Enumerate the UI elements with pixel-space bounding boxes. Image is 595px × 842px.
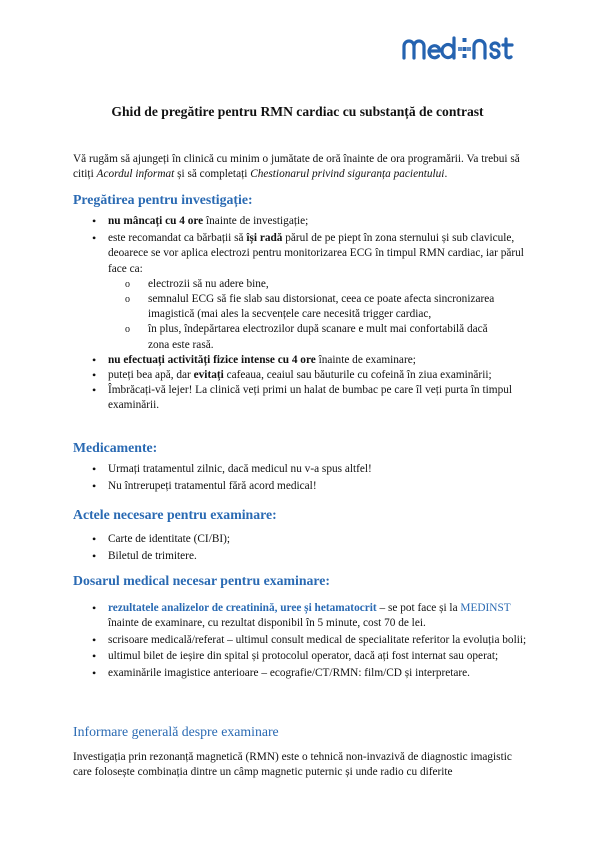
- sub-list-item: o semnalul ECG să fie slab sau distorsionat, ceea ce poate afecta sincronizarea imagistică (mai ales la secvențele care necesită trigger cardiac,: [108, 292, 532, 322]
- info-paragraph: Investigația prin rezonanță magnetică (RMN) este o tehnică non-invazivă de diagnostic imagistic care folosește combinația dintre un câmp magnetic puternic și unde radio cu diferite: [73, 751, 512, 779]
- item-text: cafeaua, ceaiul sau băuturile cu cofeină în ziua examinării;: [223, 369, 492, 382]
- medinst-logo: [402, 34, 516, 60]
- item-text: – se pot face și la: [376, 602, 461, 614]
- sub-list-item: o în plus, îndepărtarea electrozilor după scanare e mult mai confortabilă dacă zona este rasă.: [108, 322, 532, 352]
- item-emphasis: evitați: [193, 369, 224, 382]
- item-text: părul de pe piept în zona sternului și sub clavicule, deoarece se vor aplica electrozi pentru monitorizarea ECG în timpul RMN cardiac, iar părul face ca:: [108, 232, 524, 275]
- heading-medication: Medicamente:: [73, 440, 158, 455]
- intro-paragraph: [73, 152, 533, 182]
- item-text: înainte de investigație;: [203, 215, 309, 227]
- consent-form-ref: Acordul informat: [96, 168, 175, 181]
- item-emphasis: rezultatele analizelor de creatinină, uree și hetamatocrit: [108, 602, 377, 614]
- list-item: • Îmbrăcați-vă lejer! La clinică veți primi un halat de bumbac pe care îl veți purta în timpul examinării.: [92, 383, 532, 413]
- list-item: • Nu întrerupeți tratamentul fără acord medical!: [92, 479, 532, 494]
- sub-list-item: o electrozii să nu adere bine,: [108, 277, 532, 292]
- list-item: [92, 231, 532, 353]
- list-item: [92, 601, 532, 631]
- item-emphasis: nu mâncați cu 4 ore: [108, 215, 204, 227]
- list-item: • Urmați tratamentul zilnic, dacă medicul nu v-a spus altfel!: [92, 462, 532, 477]
- list-item: [92, 214, 532, 229]
- intro-text: și să completați: [174, 168, 251, 181]
- document-title: Ghid de pregătire pentru RMN cardiac cu substanță de contrast: [111, 104, 484, 119]
- heading-general-info: Informare generală despre examinare: [73, 724, 279, 739]
- list-item: • ultimul bilet de ieșire din spital și protocolul operator, dacă ați fost internat sau operat;: [92, 649, 532, 664]
- list-item: [92, 353, 532, 368]
- item-text: puteți bea apă, dar: [108, 369, 194, 382]
- list-item: • scrisoare medicală/referat – ultimul consult medical de specialitate referitor la evoluția bolii;: [92, 633, 532, 648]
- item-text: este recomandat ca bărbații să: [108, 232, 247, 245]
- item-text: înainte de examinare, cu rezultat disponibil în 5 minute, cost 70 de lei.: [108, 617, 426, 630]
- list-item: [92, 368, 532, 383]
- list-item: • Biletul de trimitere.: [92, 549, 532, 564]
- intro-text: Vă rugăm să ajungeți în clinică cu minim o jumătate de oră înainte de ora programării. Va trebui să citiți: [73, 153, 520, 181]
- medication-list: [92, 462, 532, 494]
- medical-file-list: [92, 601, 532, 681]
- preparation-list: [92, 214, 532, 414]
- documents-list: [92, 532, 532, 564]
- sub-list: [108, 277, 532, 353]
- questionnaire-ref: Chestionarul privind siguranța pacientului: [250, 168, 445, 181]
- list-item: • examinările imagistice anterioare – ecografie/CT/RMN: film/CD și interpretare.: [92, 666, 532, 681]
- heading-preparation: Pregătirea pentru investigație:: [73, 192, 253, 207]
- heading-documents: Actele necesare pentru examinare:: [73, 507, 277, 522]
- intro-text: .: [444, 168, 448, 181]
- brand-name: MEDINST: [460, 602, 511, 614]
- heading-medical-file: Dosarul medical necesar pentru examinare:: [73, 573, 330, 588]
- list-item: • Carte de identitate (CI/BI);: [92, 532, 532, 547]
- item-emphasis: își radă: [246, 232, 283, 245]
- item-emphasis: nu efectuați activități fizice intense cu 4 ore: [108, 353, 316, 366]
- item-text: înainte de examinare;: [315, 353, 416, 366]
